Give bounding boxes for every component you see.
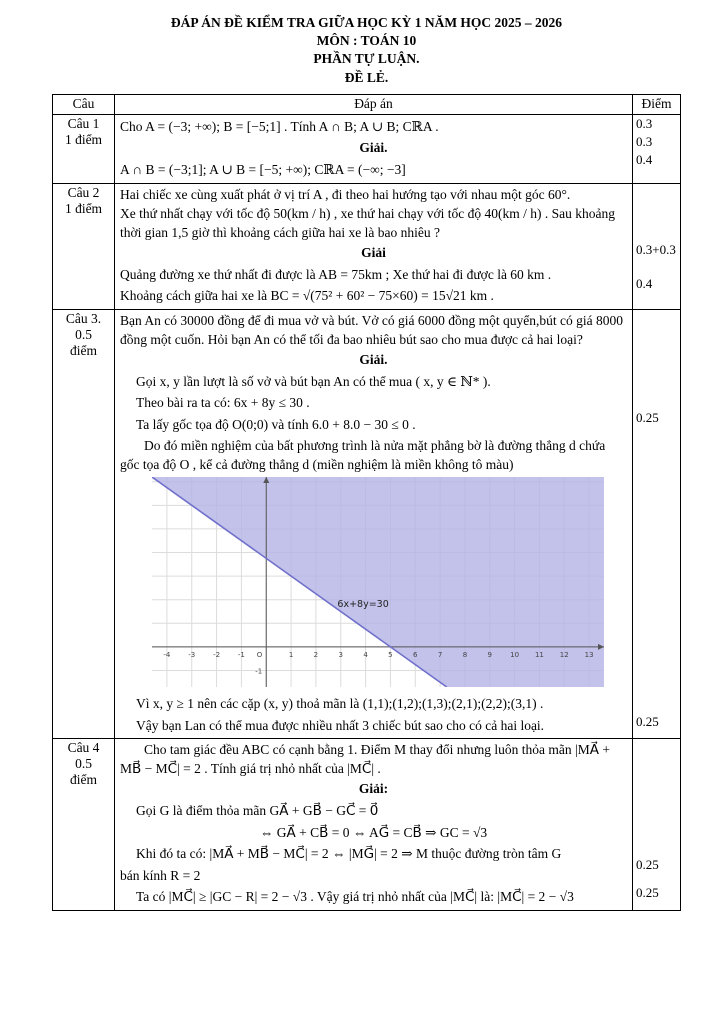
inequality-plot: [152, 477, 604, 687]
answer-line: Quảng đường xe thứ nhất đi được là AB = 75km ; Xe thứ hai đi được là 60 km .: [120, 266, 552, 282]
question-points: 1 điểm: [64, 131, 103, 147]
answer-cell: [115, 309, 633, 738]
subject-line: MÔN : TOÁN 10: [316, 33, 417, 49]
score-cell: [633, 739, 681, 911]
x-tick-label: 6: [412, 650, 417, 659]
question-label-cell: [53, 739, 115, 911]
x-tick-label: 4: [362, 650, 368, 659]
x-tick-label: 8: [462, 650, 467, 659]
answer-line: Gọi G là điểm thỏa mãn GA⃗ + GB⃗ − GC⃗ = 0⃗: [136, 803, 379, 818]
answer-line: Cho tam giác đều ABC có cạnh bằng 1. Điểm M thay đổi nhưng luôn thỏa mãn |MA⃗ + MB⃗ − MC⃗| = 2 . Tính giá trị nhỏ nhất của |MC⃗| .: [120, 742, 610, 777]
x-tick-label: 9: [487, 650, 492, 659]
answer-line: Do đó miền nghiệm của bất phương trình là nửa mặt phẳng bờ là đường thẳng d chứa gốc tọa độ O , kể cả đường thẳng d (miền nghiệm là miền không tô màu): [120, 437, 606, 472]
score-value: 0.4: [636, 275, 653, 291]
x-tick-label: 11: [534, 650, 544, 659]
question-label-cell: [53, 183, 115, 309]
x-tick-label: -4: [162, 650, 170, 659]
answer-line: Xe thứ nhất chạy với tốc độ 50(km / h) , xe thứ hai chạy với tốc độ 40(km / h) . Sau khoảng thời gian 1,5 giờ thì khoảng cách giữa hai xe là bao nhiêu ?: [120, 205, 615, 240]
x-tick-label: 2: [313, 650, 318, 659]
question-number: Câu 3.: [65, 310, 102, 326]
table-row: [53, 183, 681, 309]
score-cell: [633, 309, 681, 738]
question-label-cell: [53, 309, 115, 738]
answer-key-table: [52, 94, 681, 911]
origin-label: O: [256, 650, 262, 659]
x-tick-label: -1: [237, 650, 245, 659]
x-tick-label: -2: [212, 650, 220, 659]
table-row: [53, 309, 681, 738]
answer-line: Gọi x, y lần lượt là số vở và bút bạn An có thể mua ( x, y ∈ ℕ* ).: [136, 373, 491, 389]
table-header-row: [53, 94, 681, 114]
answer-line: Khoảng cách giữa hai xe là BC = √(75² + 60² − 75×60) = 15√21 km .: [120, 288, 494, 304]
question-label-cell: [53, 114, 115, 183]
solution-heading: Giải.: [359, 140, 388, 156]
answer-line: Theo bài ra ta có: 6x + 8y ≤ 30 .: [136, 395, 310, 411]
question-number: Câu 1: [67, 115, 100, 131]
score-value: 0.3: [636, 133, 653, 149]
score-value: 0.25: [636, 713, 659, 729]
question-points-unit: điểm: [70, 342, 97, 358]
question-points-unit: điểm: [70, 772, 97, 788]
question-points: 0.5: [75, 756, 92, 772]
score-cell: [633, 183, 681, 309]
score-value: 0.4: [636, 151, 653, 167]
answer-cell: [115, 183, 633, 309]
question-points: 0.5: [75, 326, 92, 342]
x-tick-label: 3: [338, 650, 343, 659]
y-tick-label: -1: [254, 667, 262, 676]
column-header-question: Câu: [53, 94, 115, 114]
inequality-graph: [128, 477, 627, 691]
score-value: 0.25: [636, 409, 659, 425]
score-value: 0.25: [636, 857, 659, 873]
score-value: 0.3+0.3: [636, 241, 676, 257]
answer-line: Vì x, y ≥ 1 nên các cặp (x, y) thoả mãn là (1,1);(1,2);(1,3);(2,1);(2,2);(3,1) .: [136, 695, 544, 711]
answer-line: Ta lấy gốc tọa độ O(0;0) và tính 6.0 + 8.0 − 30 ≤ 0 .: [136, 417, 416, 432]
x-tick-label: 1: [288, 650, 293, 659]
answer-line: A ∩ B = (−3;1]; A ∪ B = [−5; +∞); CℝA = (−∞; −3]: [120, 162, 406, 178]
answer-line: ⇔ GA⃗ + CB⃗ = 0 ⇔ AG⃗ = CB⃗ ⇒ GC = √3: [259, 824, 488, 840]
x-tick-label: 13: [584, 650, 594, 659]
document-title: ĐÁP ÁN ĐỀ KIỂM TRA GIỮA HỌC KỲ 1 NĂM HỌC 2025 – 2026: [170, 15, 563, 30]
score-value: 0.3: [636, 115, 653, 131]
score-cell: [633, 114, 681, 183]
score-value: 0.25: [636, 885, 659, 901]
question-number: Câu 4: [67, 740, 100, 756]
solution-heading: Giải.: [359, 352, 388, 368]
answer-cell: [115, 114, 633, 183]
answer-line: Hai chiếc xe cùng xuất phát ở vị trí A , đi theo hai hướng tạo với nhau một góc 60°.: [120, 186, 571, 202]
x-tick-label: 10: [509, 650, 519, 659]
solution-heading: Giải: [361, 245, 386, 261]
table-row: [53, 114, 681, 183]
x-tick-label: -3: [187, 650, 195, 659]
answer-line: Ta có |MC⃗| ≥ |GC − R| = 2 − √3 . Vậy giá trị nhỏ nhất của |MC⃗| là: |MC⃗| = 2 − √3: [136, 889, 574, 905]
document-header: [52, 14, 681, 87]
section-line: PHẦN TỰ LUẬN.: [313, 51, 420, 67]
equation-label: 6x+8y=30: [336, 598, 389, 610]
question-points: 1 điểm: [64, 200, 103, 216]
table-row: [53, 739, 681, 911]
column-header-answer: Đáp án: [115, 94, 633, 114]
answer-cell: [115, 739, 633, 911]
variant-line: ĐỀ LẺ.: [344, 69, 389, 85]
column-header-score: Điểm: [633, 94, 681, 114]
answer-line: Vậy bạn Lan có thể mua được nhiều nhất 3 chiếc bút sao cho có cả hai loại.: [136, 717, 545, 733]
x-tick-label: 5: [387, 650, 393, 659]
x-tick-label: 12: [559, 650, 569, 659]
answer-line: Cho A = (−3; +∞); B = [−5;1] . Tính A ∩ B; A ∪ B; CℝA .: [120, 118, 439, 134]
solution-heading: Giải:: [358, 781, 389, 797]
answer-line: bán kính R = 2: [120, 867, 201, 883]
answer-line: Khi đó ta có: |MA⃗ + MB⃗ − MC⃗| = 2 ⇔ |MG⃗| = 2 ⇒ M thuộc đường tròn tâm G: [136, 846, 562, 862]
x-tick-label: 7: [437, 650, 442, 659]
question-number: Câu 2: [67, 184, 100, 200]
answer-line: Bạn An có 30000 đồng để đi mua vở và bút. Vở có giá 6000 đồng một quyển,bút có giá 8000 đồng một cuốn. Hỏi bạn An có thể tối đa bao nhiêu bút sao cho mua được cả hai loại?: [120, 312, 623, 348]
